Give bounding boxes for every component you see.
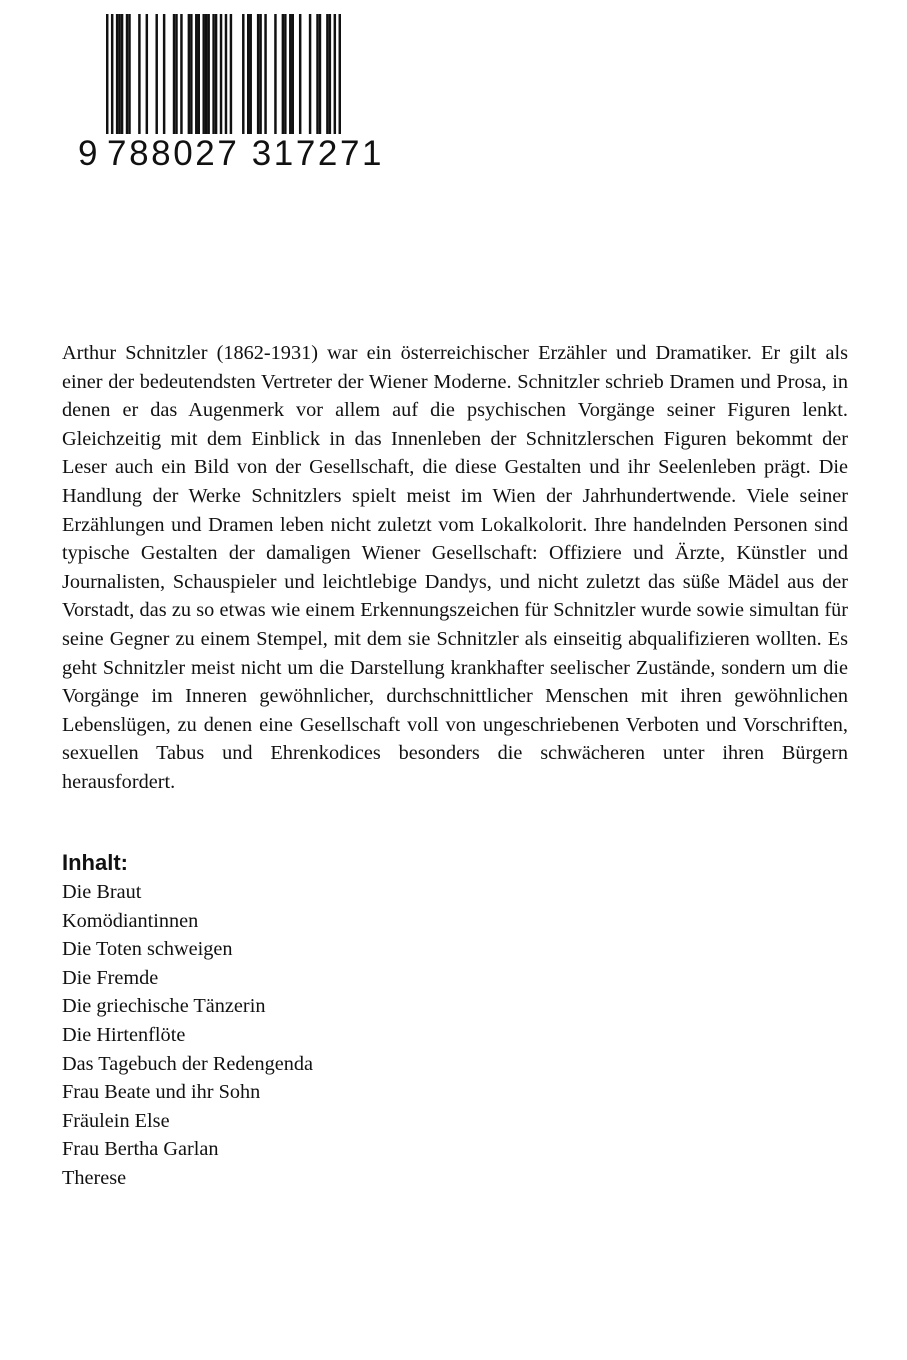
barcode-bar	[282, 14, 284, 136]
barcode-bar	[212, 14, 214, 136]
barcode-bar	[173, 14, 175, 136]
barcode-bar	[118, 14, 120, 136]
isbn-number	[78, 134, 385, 174]
barcode-bar	[242, 14, 244, 136]
contents-item: Die Fremde	[62, 966, 159, 989]
barcode-bar	[220, 14, 222, 152]
contents-item: Frau Bertha Garlan	[62, 1138, 219, 1161]
barcode-bar	[292, 14, 294, 136]
barcode-bar	[126, 14, 128, 136]
contents-item: Frau Beate und ihr Sohn	[62, 1081, 261, 1104]
barcode-bar	[207, 14, 209, 136]
barcode-bar	[128, 14, 130, 136]
barcode-bar	[249, 14, 251, 136]
isbn-barcode	[78, 14, 385, 176]
barcode-bar	[163, 14, 165, 136]
isbn-first-digit: 9	[78, 134, 101, 173]
barcode-bar	[259, 14, 261, 136]
barcode-bar	[111, 14, 113, 152]
barcode-bar	[190, 14, 192, 136]
barcode-graphic	[106, 14, 341, 152]
contents-list	[62, 878, 313, 1193]
barcode-bar	[106, 14, 108, 152]
barcode-bar	[257, 14, 259, 136]
barcode-bar	[247, 14, 249, 136]
barcode-bar	[205, 14, 207, 136]
barcode-bar	[121, 14, 123, 136]
barcode-bar	[339, 14, 341, 152]
book-description: Arthur Schnitzler (1862-1931) war ein österreichischer Erzähler und Dramatiker. Er gilt als einer der bedeutendsten Vertreter der Wiener Moderne. Schnitzler schrieb Dramen und Prosa, in denen er das Augenmerk vor allem auf die psychischen Vorgänge seiner Figuren lenkt. Gleichzeitig mit dem Einblick in das Innenleben der Schnitzlerschen Figuren bekommt der Leser auch ein Bild von der Gesellschaft, die diese Gestalten und ihr Seelenleben prägt. Die Handlung der Werke Schnitzlers spielt meist im Wien der Jahrhundertwende. Viele seiner Erzählungen und Dramen leben nicht zuletzt vom Lokalkolorit. Ihre handelnden Personen sind typische Gestalten der damaligen Wiener Gesellschaft: Offiziere und Ärzte, Künstler und Journalisten, Schauspieler und leichtlebige Dandys, und nicht zuletzt das süße Mädel aus der Vorstadt, das zu so etwas wie einem Erkennungszeichen für Schnitzler wurde sowie simultan für seine Gegner zu einem Stempel, mit dem sie Schnitzler als einseitig abqualifizieren wollten. Es geht Schnitzler meist nicht um die Darstellung krankhafter seelischer Zustände, sondern um die Vorgänge im Inneren gewöhnlicher, durchschnittlicher Menschen mit ihren gewöhnlichen Lebenslügen, zu denen eine Gesellschaft voll von ungeschriebenen Verboten und Vorschriften, sexuellen Tabus und Ehrenkodices besonders die schwächeren unter ihren Bürgern herausfordert.	[62, 342, 848, 793]
contents-item: Therese	[62, 1166, 127, 1189]
barcode-bar	[326, 14, 328, 136]
contents-item: Fräulein Else	[62, 1109, 170, 1132]
barcode-bar	[289, 14, 291, 136]
barcode-bar	[329, 14, 331, 136]
barcode-bar	[316, 14, 318, 136]
barcode-bar	[202, 14, 204, 136]
barcode-bar	[146, 14, 148, 136]
barcode-bar	[274, 14, 276, 136]
contents-heading: Inhalt:	[62, 850, 128, 875]
barcode-bar	[116, 14, 118, 136]
barcode-bar	[180, 14, 182, 136]
barcode-bars	[106, 14, 341, 152]
barcode-bar	[138, 14, 140, 136]
contents-item: Die griechische Tänzerin	[62, 995, 266, 1018]
barcode-bar	[175, 14, 177, 136]
barcode-bar	[319, 14, 321, 136]
barcode-bar	[284, 14, 286, 136]
contents-item: Das Tagebuch der Redengenda	[62, 1052, 314, 1075]
barcode-bar	[188, 14, 190, 136]
contents-item: Die Braut	[62, 881, 142, 903]
isbn-remaining-digits: 788027 317271	[107, 134, 385, 173]
contents-item: Die Hirtenflöte	[62, 1023, 186, 1046]
barcode-bar	[309, 14, 311, 136]
barcode-bar	[155, 14, 157, 136]
contents-item: Komödiantinnen	[62, 909, 199, 932]
barcode-bar	[230, 14, 232, 136]
barcode-bar	[225, 14, 227, 152]
barcode-bar	[264, 14, 266, 136]
barcode-bar	[299, 14, 301, 136]
barcode-bar	[195, 14, 197, 136]
barcode-bar	[334, 14, 336, 152]
contents-item: Die Toten schweigen	[62, 938, 233, 961]
barcode-bar	[198, 14, 200, 136]
barcode-bar	[215, 14, 217, 136]
